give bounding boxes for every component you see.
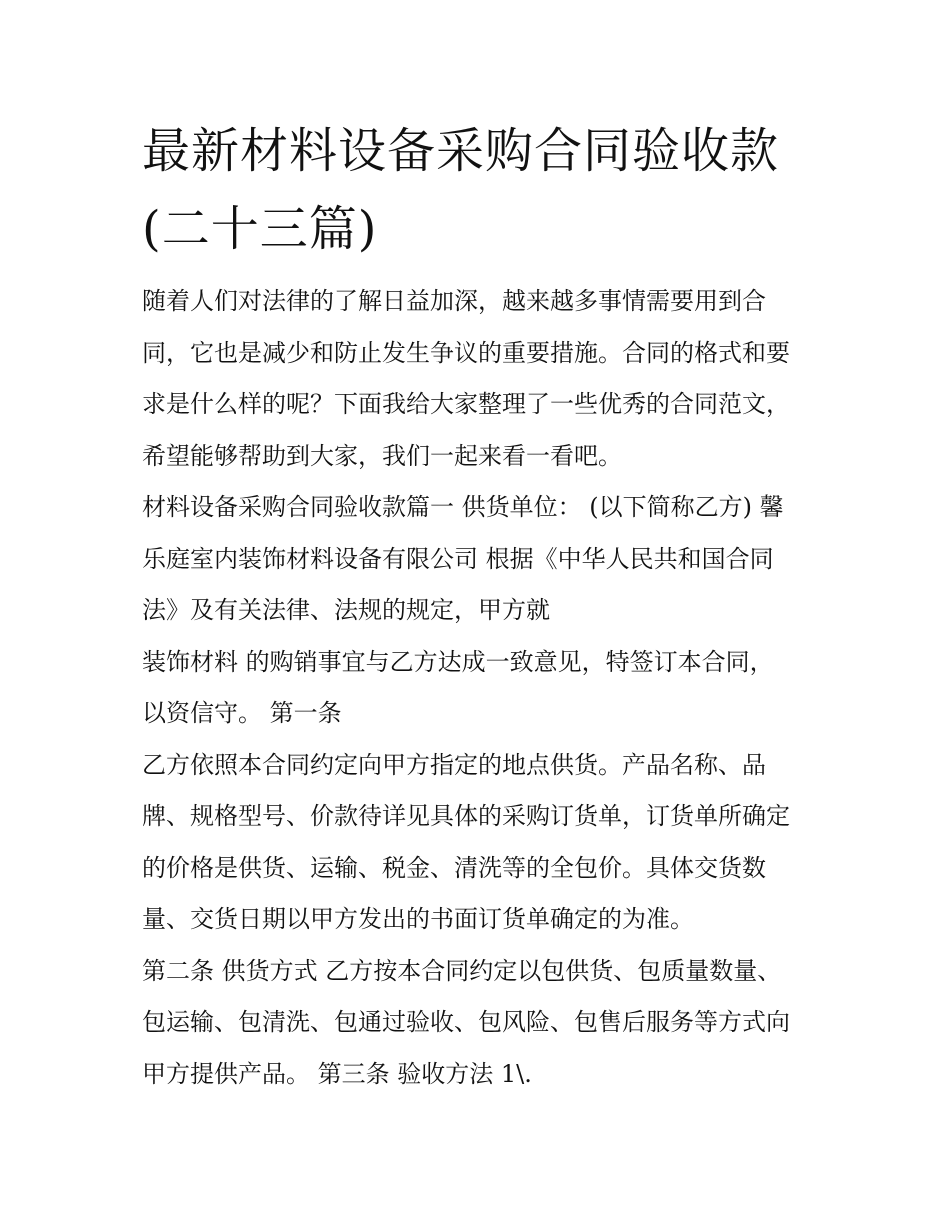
body-line: 同，它也是减少和防止发生争议的重要措施。合同的格式和要 [142,338,790,367]
body-line: 第二条 供货方式 乙方按本合同约定以包供货、包质量数量、 [142,956,782,985]
body-line: 包运输、包清洗、包通过验收、包风险、包售后服务等方式向 [142,1008,790,1036]
document-body [142,276,822,1100]
body-line: 牌、规格型号、价款待详见具体的采购订货单，订货单所确定 [142,802,790,830]
title-line: (二十三篇) [142,201,378,257]
document-title [142,112,832,268]
body-line: 随着人们对法律的了解日益加深，越来越多事情需要用到合 [142,287,766,315]
body-line: 法》及有关法律、法规的规定，甲方就 [142,596,550,624]
body-line: 乙方依照本合同约定向甲方指定的地点供货。产品名称、品 [142,750,766,779]
body-line: 求是什么样的呢？下面我给大家整理了一些优秀的合同范文， [142,390,790,418]
body-line: 的价格是供货、运输、税金、清洗等的全包价。具体交货数 [142,853,766,882]
body-line: 材料设备采购合同验收款篇一 供货单位： (以下简称乙方) 馨 [142,493,784,521]
title-line: 最新材料设备采购合同验收款 [142,123,780,179]
body-line: 乐庭室内装饰材料设备有限公司 根据《中华人民共和国合同 [142,544,774,573]
body-line: 装饰材料 的购销事宜与乙方达成一致意见，特签订本合同， [142,647,774,676]
body-line: 甲方提供产品。 第三条 验收方法 1\. [142,1059,532,1088]
body-line: 希望能够帮助到大家，我们一起来看一看吧。 [142,441,622,470]
body-line: 以资信守。 第一条 [142,699,342,727]
body-line: 量、交货日期以甲方发出的书面订货单确定的为准。 [142,905,694,933]
